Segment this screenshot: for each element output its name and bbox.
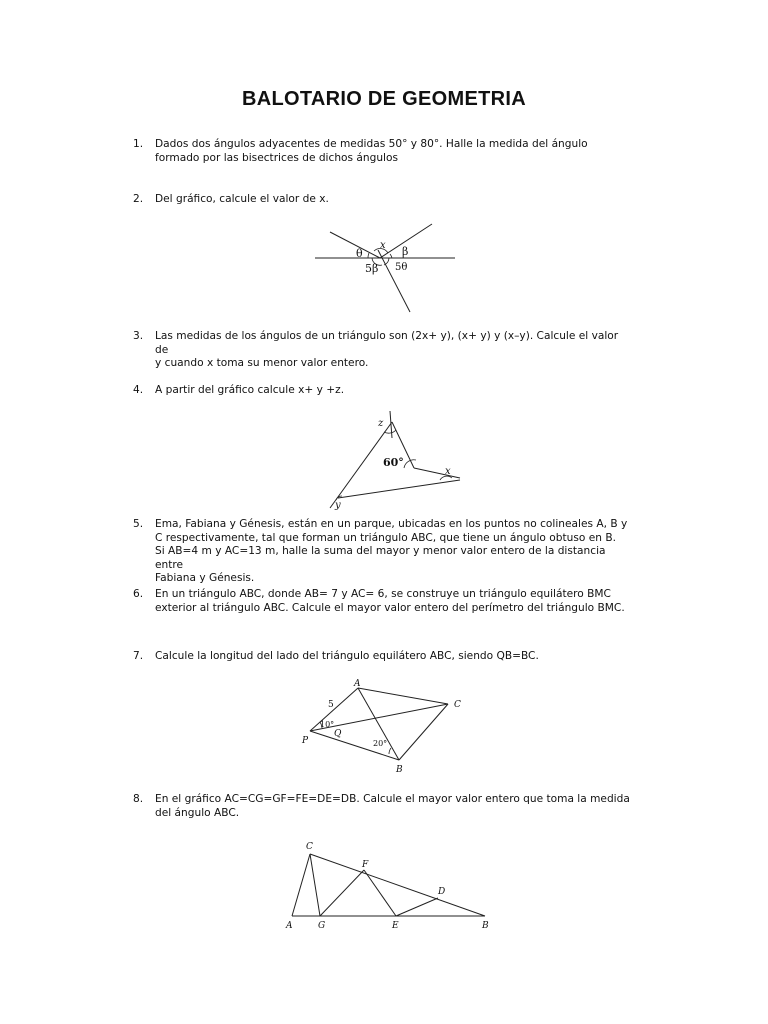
problem-8 (133, 793, 633, 820)
problem-number: 3. (133, 330, 144, 342)
problem-7 (133, 650, 633, 664)
label-A: A (286, 921, 293, 931)
label-twenty: 20° (373, 739, 388, 748)
problem-line: Fabiana y Génesis. (155, 572, 255, 585)
problem-2 (133, 193, 633, 207)
label-F: F (362, 860, 369, 870)
problem-line: Si AB=4 m y AC=13 m, halle la suma del mayor y menor valor entero de la distancia entre (155, 545, 606, 571)
problem-line: Las medidas de los ángulos de un triángulo son (2x+ y), (x+ y) y (x–y). Calcule el valor de (155, 330, 619, 356)
label-E: E (392, 921, 399, 931)
problem-line: Ema, Fabiana y Génesis, están en un parque, ubicadas en los puntos no colineales A, B y (155, 518, 628, 530)
label-60: 60° (383, 456, 404, 469)
problem-4 (133, 384, 633, 398)
label-x: x (380, 240, 386, 251)
problem-line: Calcule la longitud del lado del triángulo equilátero ABC, siendo QB=BC. (155, 650, 539, 662)
problem-number: 7. (133, 650, 144, 662)
problem-line: Del gráfico, calcule el valor de x. (155, 193, 329, 205)
label-Q: Q (334, 729, 342, 739)
label-five: 5 (328, 700, 334, 710)
problem-line: Dados dos ángulos adyacentes de medidas 50° y 80°. Halle la medida del ángulo (155, 138, 588, 150)
ray-down (378, 250, 410, 312)
figure-isosceles-chain (280, 836, 500, 940)
ray-left (330, 232, 380, 258)
figure-equilateral (296, 676, 471, 780)
label-five-beta: 5β (365, 262, 379, 275)
problem-line: A partir del gráfico calcule x+ y +z. (155, 384, 345, 396)
label-ten: 10° (320, 720, 335, 729)
problem-3 (133, 330, 633, 371)
label-D: D (438, 887, 446, 897)
problem-number: 2. (133, 193, 144, 205)
label-beta: β (402, 245, 409, 258)
figure-triangle-angles (320, 408, 470, 517)
problem-line: formado por las bisectrices de dichos ángulos (155, 151, 398, 164)
label-y: y (335, 500, 341, 511)
label-five-theta: 5θ (395, 262, 408, 273)
label-theta: θ (356, 247, 363, 260)
problem-line: del ángulo ABC. (155, 806, 240, 819)
label-z: z (378, 418, 384, 429)
label-x: x (445, 466, 451, 477)
problem-1 (133, 138, 633, 165)
problem-line: En el gráfico AC=CG=GF=FE=DE=DB. Calcule el mayor valor entero que toma la medida (155, 793, 630, 805)
problem-line: C respectivamente, tal que forman un triángulo ABC, que tiene un ángulo obtuso en B. (155, 531, 616, 544)
problem-line: exterior al triángulo ABC. Calcule el mayor valor entero del perímetro del triángulo BMC. (155, 601, 625, 614)
base-line (338, 480, 460, 498)
problem-line: En un triángulo ABC, donde AB= 7 y AC= 6, se construye un triángulo equilátero BMC (155, 588, 611, 600)
label-A: A (354, 679, 361, 689)
problem-number: 5. (133, 518, 144, 530)
label-C: C (306, 842, 313, 852)
figure-angles (310, 220, 460, 324)
problem-number: 6. (133, 588, 144, 600)
page-title: BALOTARIO DE GEOMETRIA (241, 88, 526, 110)
problem-number: 4. (133, 384, 144, 396)
label-G: G (318, 921, 326, 931)
label-P: P (302, 736, 309, 746)
label-C: C (454, 700, 461, 710)
label-B: B (482, 921, 489, 931)
problem-5 (133, 518, 633, 586)
label-B: B (396, 765, 403, 775)
problem-number: 8. (133, 793, 144, 805)
problem-6 (133, 588, 633, 615)
problem-line: y cuando x toma su menor valor entero. (155, 357, 369, 370)
problem-number: 1. (133, 138, 144, 150)
